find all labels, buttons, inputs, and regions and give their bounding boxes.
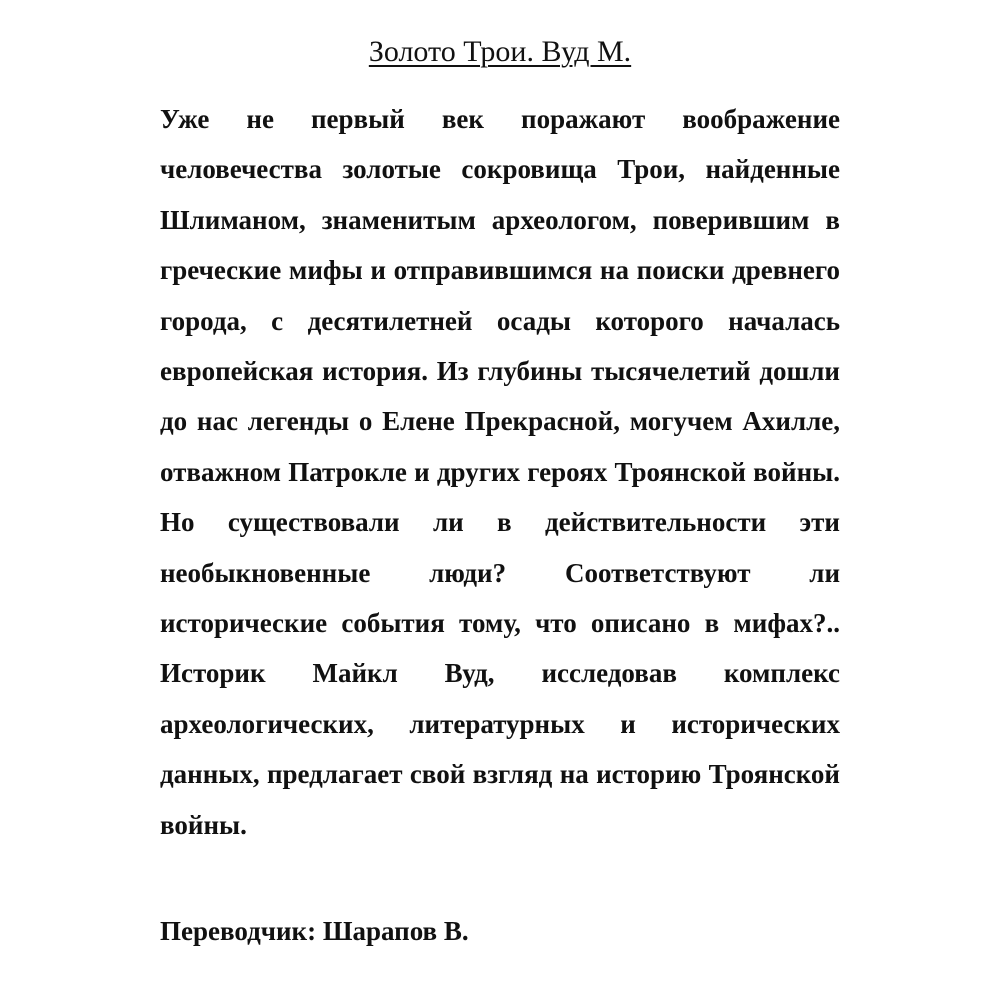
page-title: [0, 32, 1000, 72]
translator-credit: Переводчик: Шарапов В.: [160, 916, 469, 946]
page-title-text: Золото Трои. Вуд М.: [368, 35, 632, 68]
annotation-paragraph: Уже не первый век поражают воображение человечества золотые сокровища Трои, найденные Шлиманом, знаменитым археологом, поверившим в греческие мифы и отправившимся на поиски древнего города, с десятилетней осады которого началась европейская история. Из глубины тысячелетий дошли до нас легенды о Елене Прекрасной, могучем Ахилле, отважном Патрокле и других героях Троянской войны. Но существовали ли в действительности эти необыкновенные люди? Соответствуют ли исторические события тому, что описано в мифах?.. Историк Майкл Вуд, исследовав комплекс археологических, литературных и исторических данных, предлагает свой взгляд на историю Троянской войны.: [160, 104, 840, 840]
